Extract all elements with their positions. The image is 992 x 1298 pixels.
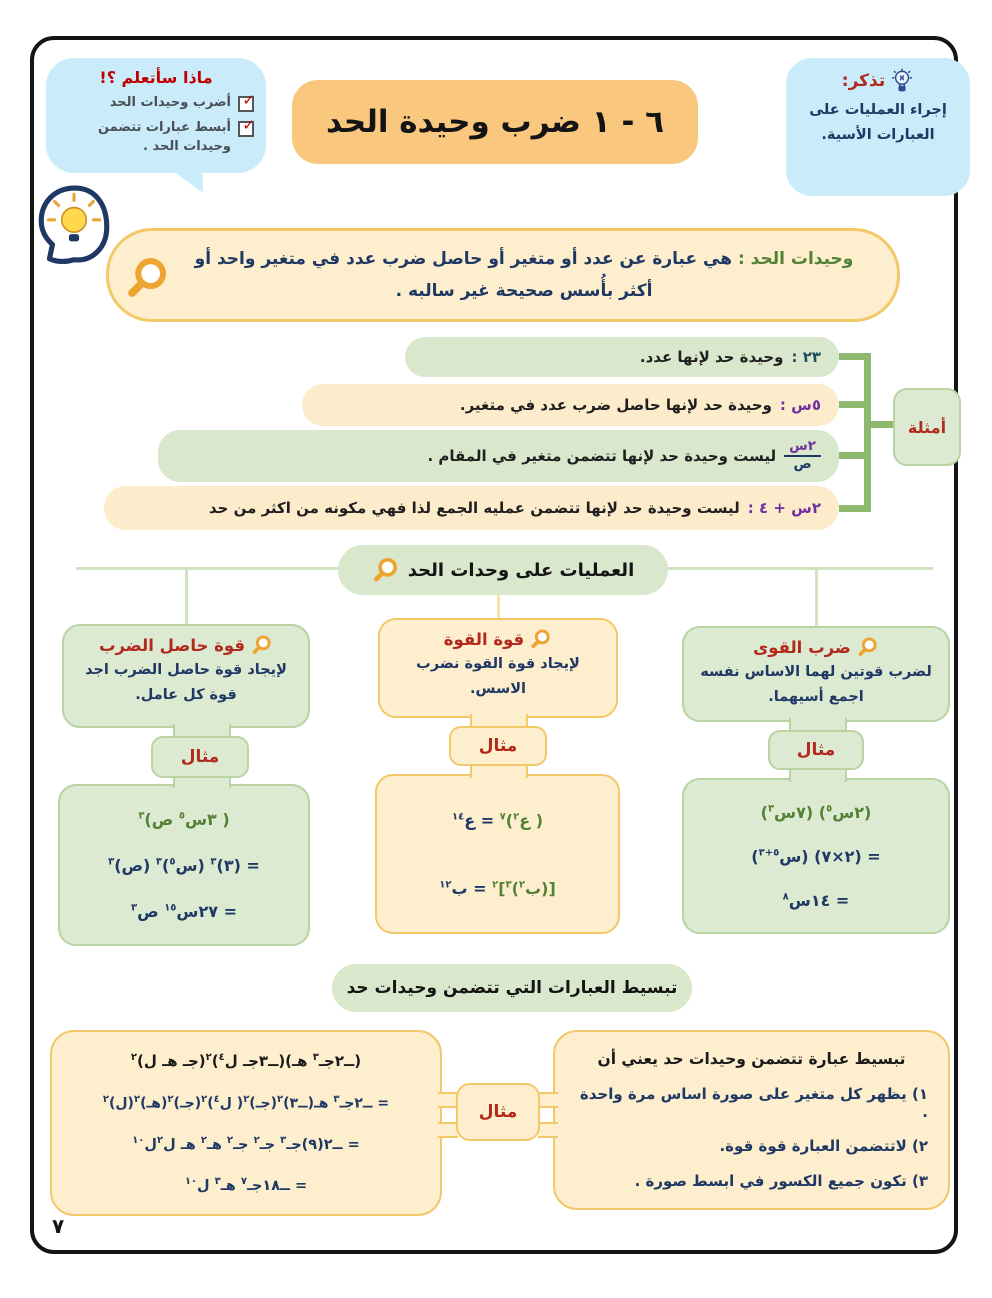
connector-line <box>185 569 188 625</box>
meaning-point: ٣) تكون جميع الكسور في ابسط صورة . <box>634 1171 928 1190</box>
rule-box-power-of-power <box>378 618 618 718</box>
magnifier-icon <box>530 628 552 650</box>
definition-term: وحيدات الحد : <box>737 248 854 269</box>
rule-title <box>99 634 273 656</box>
math-line: (٢س$^٥$) (٧س$^٣$) <box>760 802 872 822</box>
rule-title-text: قوة حاصل الضرب <box>98 635 246 655</box>
connector-tab <box>538 1122 558 1138</box>
rule-title-text: قوة القوة <box>443 629 525 649</box>
definition-body: هي عبارة عن عدد أو متغير أو حاصل ضرب عدد في متغير واحد أو أكثر بأُسس صحيحة غير سالبه . <box>194 248 733 301</box>
example-connector: مثال <box>151 736 249 778</box>
example-connector: مثال <box>456 1083 540 1141</box>
bracket-stub <box>839 401 867 408</box>
math-line <box>387 811 608 830</box>
math-rhs: = ع$^{١٤}$ <box>451 810 495 830</box>
example-box-power-of-product <box>58 784 310 946</box>
math-lhs: [(ب$^٢$)$^٣$]$^٢$ <box>492 878 556 898</box>
math-line: = (٢×٧) (س$^{٥+٣}$) <box>751 846 881 866</box>
meaning-point: ٢) لاتتضمن العبارة قوة قوة. <box>719 1137 928 1156</box>
bracket-stub <box>839 505 867 512</box>
math-rhs: = ب$^{١٢}$ <box>439 878 487 898</box>
rule-title-text: ضرب القوى <box>753 637 851 657</box>
remember-title: تذكر: <box>841 71 886 91</box>
lesson-title: ٦ - ١ ضرب وحيدة الحد <box>292 80 698 164</box>
worked-step: = ــ١٨جـ$^٧$ هـ$^٣$ ل$^{١٠}$ <box>184 1176 308 1195</box>
head-lightbulb-icon <box>34 184 114 270</box>
remember-text: إجراء العمليات على العبارات الأسية. <box>809 102 947 143</box>
math-line: = ٢٧س$^{١٥}$ ص$^٣$ <box>130 901 237 921</box>
learn-objectives-title: ماذا سأتعلم ؟! <box>99 68 213 87</box>
example-expression: ٥س : <box>779 396 821 414</box>
magnifier-icon <box>251 634 273 656</box>
math-line: = ١٤س$^٨$ <box>782 890 850 910</box>
worked-step: = ــ٢(٩)جـ$^٣$ جـ$^٢$ جـ$^٢$ هـ$^٢$ هـ ل$^٢$ل$^{١٠}$ <box>132 1134 360 1153</box>
rule-text: لإيجاد قوة القوة نضرب الاسس. <box>416 656 580 698</box>
example-connector: مثال <box>768 730 864 770</box>
remember-bubble <box>786 58 970 196</box>
checkbox-icon <box>238 115 255 137</box>
examples-label: أمثلة <box>893 388 961 466</box>
bracket-stub <box>869 421 895 428</box>
example-pill-product <box>302 384 839 426</box>
connector-line <box>815 569 818 627</box>
example-explanation: ليست وحيدة حد لإنها تتضمن عمليه الجمع لذا فهي مكونه من اكثر من حد <box>208 499 740 517</box>
bracket-line <box>864 353 871 512</box>
rule-title <box>753 636 879 658</box>
magnifier-icon <box>372 556 400 584</box>
page-number: ٧ <box>52 1214 65 1238</box>
objective-text: أبسط عبارات تتضمن وحيدات الحد . <box>97 119 231 154</box>
simplify-meaning-box <box>553 1030 950 1210</box>
fraction-expression <box>784 439 821 472</box>
example-box-product-of-powers <box>682 778 950 934</box>
example-explanation: وحيدة حد لإنها عدد. <box>639 348 784 366</box>
check-mark-icon: ✓ <box>242 91 255 109</box>
math-line <box>387 879 608 898</box>
rule-text: لضرب قوتين لهما الاساس نفسه اجمع أسيهما. <box>700 664 932 706</box>
magnifier-icon <box>857 636 879 658</box>
connector-tab <box>438 1122 458 1138</box>
definition-box <box>106 228 900 322</box>
rule-title <box>444 628 552 650</box>
math-lhs: ( ع$^٢$)$^٧$ <box>499 810 544 830</box>
learn-objectives-bubble <box>46 58 266 173</box>
meaning-intro: تبسيط عبارة تتضمن وحيدات حد يعني أن <box>597 1050 906 1069</box>
objective-item <box>58 115 255 157</box>
lightbulb-icon <box>890 66 914 96</box>
magnifier-icon <box>125 255 171 301</box>
simplify-header: تبسيط العبارات التي تتضمن وحيدات حد <box>332 964 692 1012</box>
objective-text: أضرب وحيدات الحد <box>109 95 231 110</box>
operations-header-text: العمليات على وحدات الحد <box>407 559 635 581</box>
operations-header <box>338 545 668 595</box>
example-expression: ٢٣ : <box>791 348 821 366</box>
worked-step: = ــ٢جـ$^٣$ هـ(ــ٣)$^٢$(جـ)$^٢$( ل$^٤$)$^٢$(جـ)$^٢$(هـ)$^٢$(ل)$^٢$ <box>102 1093 390 1112</box>
math-line: = (٣)$^٣$ (س$^٥$)$^٣$ (ص)$^٣$ <box>108 855 260 875</box>
example-connector: مثال <box>449 726 547 766</box>
bracket-stub <box>839 452 867 459</box>
example-explanation: وحيدة حد لإنها حاصل ضرب عدد في متغير. <box>459 396 772 414</box>
example-box-power-of-power <box>375 774 620 934</box>
definition-text <box>179 243 869 308</box>
example-pill-fraction <box>158 430 839 482</box>
connector-tab <box>538 1092 558 1108</box>
example-expression: ٢س + ٤ : <box>747 499 821 517</box>
math-line: ( ٣س$^٥$ ص)$^٣$ <box>138 809 230 829</box>
meaning-point: ١) يظهر كل متغير على صورة اساس مرة واحدة . <box>579 1084 928 1121</box>
example-pill-number <box>405 337 839 377</box>
objective-item <box>58 93 254 113</box>
bracket-stub <box>839 353 867 360</box>
fraction-denominator: ص <box>793 456 812 472</box>
check-mark-icon: ✓ <box>242 115 255 134</box>
fraction-numerator: ٢س <box>784 439 821 457</box>
worked-problem: (ــ٢جـ$^٣$ هـ)(ــ٣جـ ل$^٤$)$^٢$(جـ هـ ل)$^٢$ <box>130 1051 362 1070</box>
rule-box-product-of-powers <box>682 626 950 722</box>
example-pill-sum <box>104 486 839 530</box>
rule-box-power-of-product <box>62 624 310 728</box>
example-explanation: ليست وحيدة حد لإنها تتضمن متغير في المقام . <box>427 447 777 465</box>
checkbox-icon <box>238 91 255 112</box>
worked-example-box <box>50 1030 442 1216</box>
connector-tab <box>438 1092 458 1108</box>
rule-text: لإيجاد قوة حاصل الضرب اجد قوة كل عامل. <box>85 662 287 704</box>
